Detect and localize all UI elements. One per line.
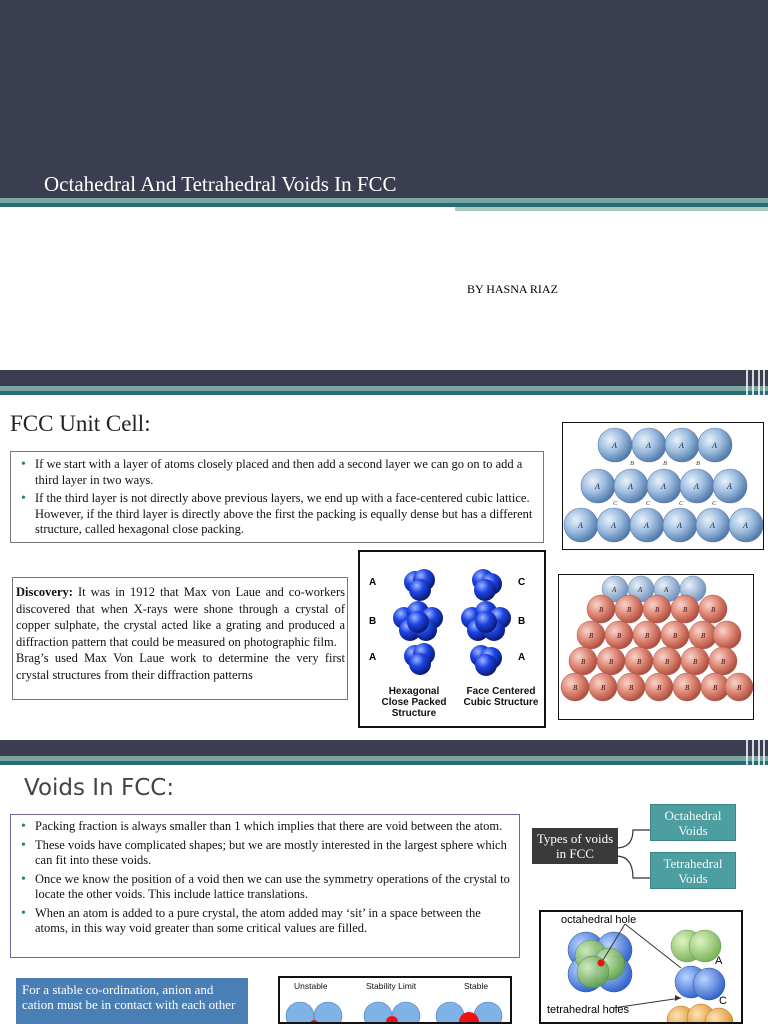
list-item: • If we start with a layer of atoms closely placed and then add a second layer we can go on to add a third layer in two ways. bbox=[35, 457, 539, 488]
sphere-label: A bbox=[644, 521, 649, 530]
sphere-label: B bbox=[655, 606, 660, 614]
discovery-paragraph bbox=[16, 584, 345, 650]
stability-spheres bbox=[280, 992, 510, 1024]
sphere-label: B bbox=[711, 606, 716, 614]
tetrahedral-voids-node: Tetrahedral Voids bbox=[650, 852, 736, 889]
sphere-label: B bbox=[665, 658, 670, 666]
tetrahedral-hole-label: tetrahedral holes bbox=[547, 1004, 629, 1016]
layer-letter-a: A bbox=[715, 955, 723, 967]
sphere-label: B bbox=[645, 632, 650, 640]
layer-label: B bbox=[518, 616, 526, 627]
octahedral-hole-label: octahedral hole bbox=[561, 914, 637, 926]
title-slide-header-bg bbox=[0, 0, 768, 198]
sphere-label: B bbox=[630, 460, 634, 467]
sphere-label: A bbox=[710, 521, 715, 530]
slide-separator bbox=[0, 360, 768, 370]
sphere-label: A bbox=[677, 521, 682, 530]
sphere-label: C bbox=[613, 500, 618, 507]
voids-bullet-box bbox=[10, 814, 520, 958]
sphere-label: A bbox=[612, 441, 617, 450]
discovery-box bbox=[12, 577, 348, 700]
sphere-label: B bbox=[601, 684, 606, 692]
layer-letter-c: C bbox=[719, 995, 727, 1007]
list-item: • Once we know the position of a void then we can use the symmetry operations of the crystal to locate the other voids. This include lattice translations. bbox=[35, 872, 515, 903]
sphere-label: B bbox=[573, 684, 578, 692]
layer-label: A bbox=[369, 577, 377, 588]
layer-label: B bbox=[369, 616, 377, 627]
sphere-label: A bbox=[628, 482, 633, 491]
stacking-diagram-image bbox=[358, 550, 546, 728]
layer-label: A bbox=[518, 652, 526, 663]
list-item: • These voids have complicated shapes; but we are mostly interested in the largest sphere which can fit into these voids. bbox=[35, 838, 515, 869]
sphere-label: A bbox=[638, 586, 643, 594]
voids-slide bbox=[0, 740, 768, 1024]
sphere-label: A bbox=[612, 586, 617, 594]
slide-heading: FCC Unit Cell: bbox=[10, 411, 151, 436]
octahedral-voids-node: Octahedral Voids bbox=[650, 804, 736, 841]
sphere-label: B bbox=[637, 658, 642, 666]
header-stripes bbox=[744, 370, 766, 400]
sphere-label: C bbox=[646, 500, 651, 507]
sphere-label: B bbox=[589, 632, 594, 640]
header-stripes bbox=[744, 740, 766, 770]
sphere-label: B bbox=[581, 658, 586, 666]
sphere-label: A bbox=[694, 482, 699, 491]
list-item: • Packing fraction is always smaller than 1 which implies that there are void between the atom. bbox=[35, 819, 515, 835]
holes-illustration bbox=[541, 912, 741, 1024]
types-of-voids-node: Types of voids in FCC bbox=[532, 828, 618, 864]
sphere-label: A bbox=[595, 482, 600, 491]
slide-header-bar bbox=[0, 370, 768, 386]
sphere-label: C bbox=[712, 500, 717, 507]
layer-label: C bbox=[518, 577, 526, 588]
sphere-label: A bbox=[661, 482, 666, 491]
sphere-label: B bbox=[627, 606, 632, 614]
sphere-label: B bbox=[657, 684, 662, 692]
slide-header-band-dark bbox=[0, 391, 768, 395]
sphere-label: B bbox=[693, 658, 698, 666]
sphere-layer-image-red bbox=[558, 574, 754, 720]
slide-title: Octahedral And Tetrahedral Voids In FCC bbox=[44, 172, 397, 196]
bullet-list bbox=[11, 819, 515, 937]
slide-header-bar bbox=[0, 740, 768, 756]
bullet-list bbox=[11, 457, 539, 538]
discovery-label: Discovery: bbox=[16, 585, 73, 599]
unstable-label: Unstable bbox=[294, 981, 328, 991]
sphere-label: B bbox=[663, 460, 667, 467]
sphere-label: A bbox=[578, 521, 583, 530]
bullet-box bbox=[10, 451, 544, 543]
discovery-text: It was in 1912 that Max von Laue and co-workers discovered that when X-rays were shone through a crystal of copper sulphate, the crystal acted like a grating and produced a diffraction pattern that could be measured on photographic film. bbox=[16, 585, 345, 649]
stability-limit-label: Stability Limit bbox=[366, 981, 417, 991]
sphere-label: B bbox=[701, 632, 706, 640]
sphere-layer-image-blue bbox=[562, 422, 764, 550]
title-slide bbox=[0, 0, 768, 360]
slide-header-band-dark bbox=[0, 761, 768, 765]
sphere-label: B bbox=[609, 658, 614, 666]
brag-paragraph: Brag’s used Max Von Laue work to determine the very first crystal structures from their diffraction patterns bbox=[16, 651, 345, 682]
fcc-caption: Face Centered Cubic Structure bbox=[463, 686, 539, 708]
sphere-label: C bbox=[679, 500, 684, 507]
list-item: • When an atom is added to a pure crystal, the atom added may ‘sit’ in a space between the atoms, in this way void greater than some critical values are filled. bbox=[35, 906, 515, 937]
stability-image bbox=[278, 976, 512, 1024]
layer-label: A bbox=[369, 652, 377, 663]
sphere-label: B bbox=[683, 606, 688, 614]
sphere-label: B bbox=[721, 658, 726, 666]
sphere-layer-illustration bbox=[563, 423, 763, 549]
sphere-label: B bbox=[713, 684, 718, 692]
hcp-caption: Hexagonal Close Packed Structure bbox=[381, 686, 447, 719]
sphere-label: B bbox=[599, 606, 604, 614]
sphere-label: A bbox=[712, 441, 717, 450]
sphere-label: B bbox=[629, 684, 634, 692]
sphere-label: B bbox=[696, 460, 700, 467]
sphere-label: A bbox=[664, 586, 669, 594]
header-band-light bbox=[455, 207, 768, 211]
sphere-label: A bbox=[727, 482, 732, 491]
coordination-note-box: For a stable co-ordination, anion and cation must be in contact with each other bbox=[16, 978, 248, 1024]
holes-image bbox=[539, 910, 743, 1024]
sphere-label: B bbox=[673, 632, 678, 640]
sphere-label: B bbox=[685, 684, 690, 692]
red-sphere-illustration bbox=[559, 575, 753, 719]
sphere-label: A bbox=[646, 441, 651, 450]
sphere-label: B bbox=[617, 632, 622, 640]
sphere-label: A bbox=[611, 521, 616, 530]
sphere-label: A bbox=[679, 441, 684, 450]
sphere-label: A bbox=[743, 521, 748, 530]
fcc-unit-cell-slide bbox=[0, 370, 768, 740]
sphere-label: B bbox=[737, 684, 742, 692]
author-label: BY HASNA RIAZ bbox=[467, 282, 558, 296]
stable-label: Stable bbox=[464, 981, 489, 991]
list-item: • If the third layer is not directly above previous layers, we end up with a face-centered cubic lattice. However, if the third layer is directly above the first the packing is equally dense but has a different structure, called hexagonal close packing. bbox=[35, 491, 539, 538]
slide-heading: Voids In FCC: bbox=[24, 775, 175, 801]
